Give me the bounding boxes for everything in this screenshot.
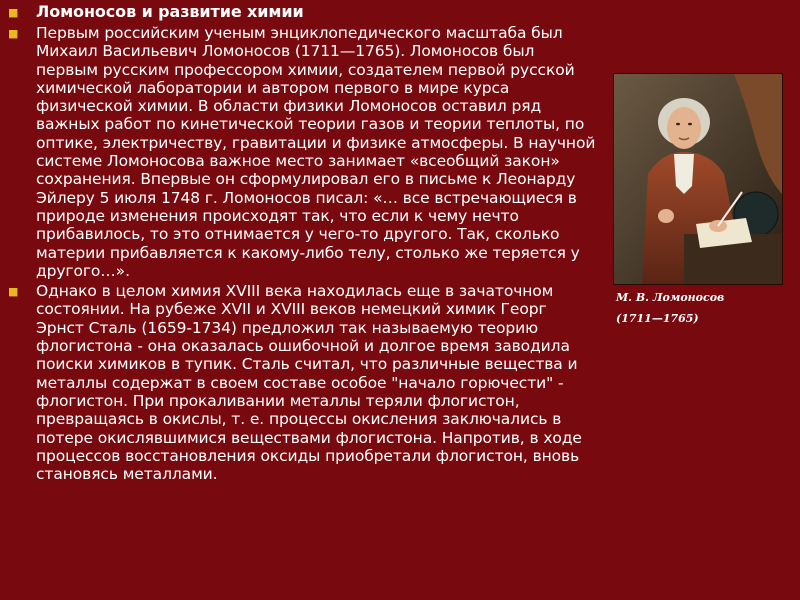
paragraph-lomonosov-text: Первым российским ученым энциклопедического масштаба был Михаил Васильевич Ломоносов (1711—1765). Ломоносов был первым русским профессором химии, создателем первой русской химической лаборатории и автором первого в мире курса физической химии. В области физики Ломоносов оставил ряд важных работ по кинетической теории газов и теории теплоты, по оптике, электричеству, гравитации и физике атмосферы. В научной системе Ломоносова важное место занимает «всеобщий закон» сохранения. Впервые он сформулировал его в письме к Леонарду Эйлеру 5 июля 1748 г. Ломоносов писал: «… все встречающиеся в природе изменения происходят так, что если к чему нечто прибавилось, то это отнимается у чего-то другого. Так, сколько материи прибавляется к какому-либо телу, столько же теряется у другого…». bbox=[36, 24, 596, 280]
bullet-list bbox=[6, 0, 598, 483]
portrait-caption-years: (1711—1765) bbox=[616, 312, 699, 325]
paragraph-phlogiston-text: Однако в целом химия XVIII века находилась еще в зачаточном состоянии. На рубеже XVII и XVIII веков немецкий химик Георг Эрнст Сталь (1659-1734) предложил так называемую теорию флогистона - она оказалась ошибочной и долгое время заводила поиски химиков в тупик. Сталь считал, что различные вещества и металлы содержат в своем составе особое "начало горючести" - флогистон. При прокаливании металлы теряли флогистон, превращаясь в окислы, т. е. процессы окисления заключались в потере окислявшимися веществами флогистона. Напротив, в ходе процессов восстановления оксиды приобретали флогистон, вновь становясь металлами. bbox=[36, 282, 582, 484]
portrait-image bbox=[613, 73, 783, 285]
paragraph-lomonosov bbox=[6, 24, 598, 280]
square-bullet-icon: ■ bbox=[8, 285, 19, 299]
square-bullet-icon: ■ bbox=[8, 27, 19, 40]
square-bullet-icon: ■ bbox=[8, 6, 19, 19]
slide-heading-item bbox=[6, 0, 598, 24]
slide-heading: Ломоносов и развитие химии bbox=[36, 2, 304, 21]
paragraph-phlogiston bbox=[6, 282, 598, 483]
portrait-caption bbox=[616, 287, 796, 329]
portrait-caption-name: М. В. Ломоносов bbox=[616, 291, 725, 304]
